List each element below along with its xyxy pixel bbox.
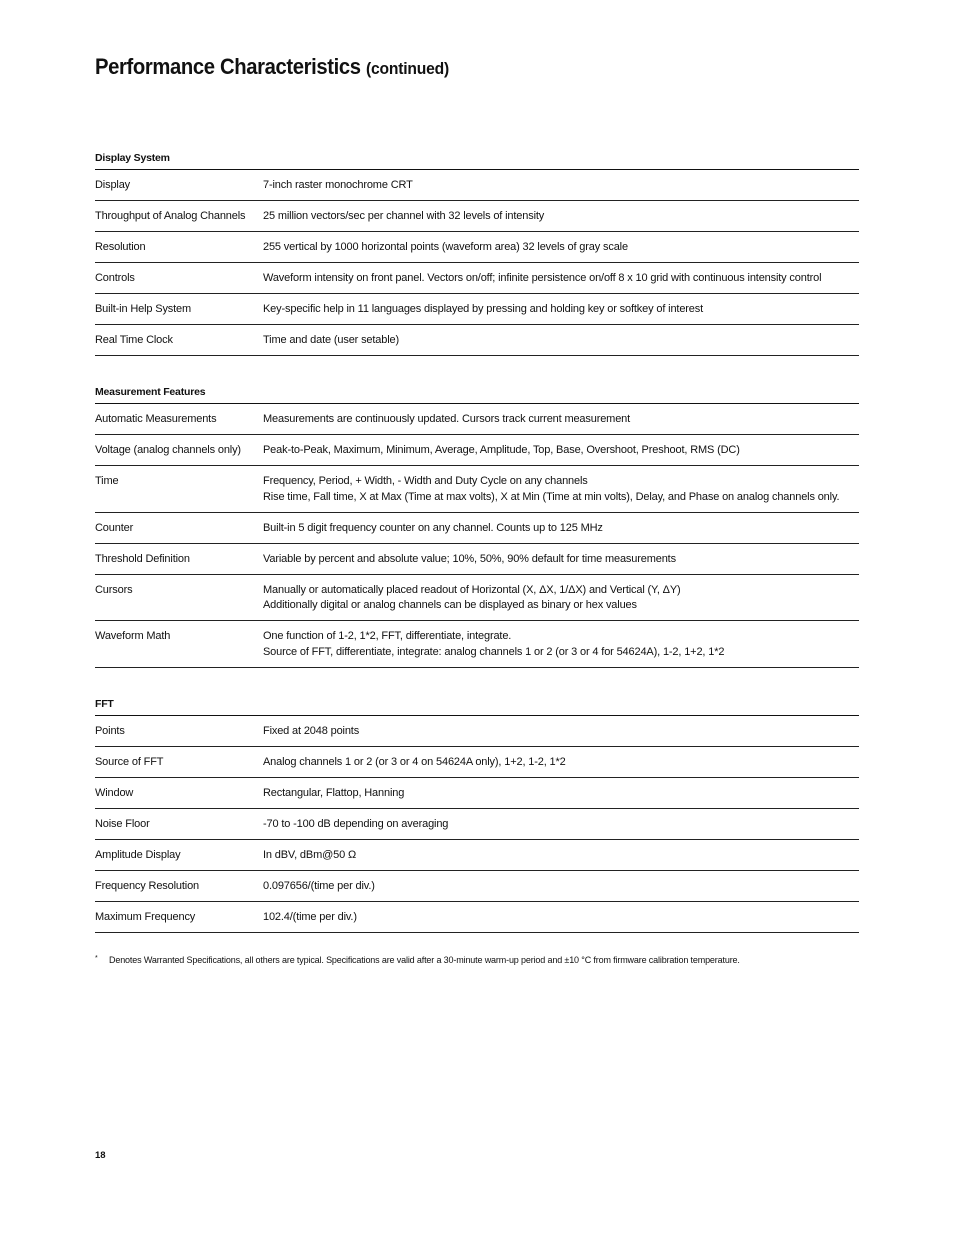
page-number: 18 <box>95 1150 106 1161</box>
section-measurement-features <box>95 386 859 668</box>
table-row <box>95 263 859 294</box>
section-heading: Measurement Features <box>95 386 859 404</box>
row-value: 7-inch raster monochrome CRT <box>263 179 413 191</box>
row-value: Measurements are continuously updated. Cursors track current measurement <box>263 413 631 425</box>
table-row <box>95 747 859 778</box>
row-label: Real Time Clock <box>95 334 173 346</box>
page-title-main: Performance Characteristics <box>95 54 361 79</box>
table-row <box>95 809 859 840</box>
row-label: Voltage (analog channels only) <box>95 444 241 456</box>
row-value: Rectangular, Flattop, Hanning <box>263 787 405 799</box>
row-value: 255 vertical by 1000 horizontal points (waveform area) 32 levels of gray scale <box>263 241 628 253</box>
row-label: Noise Floor <box>95 818 150 830</box>
table-row <box>95 902 859 933</box>
table-row <box>95 170 859 201</box>
section-heading: Display System <box>95 152 859 170</box>
table-row <box>95 466 859 513</box>
row-label: Threshold Definition <box>95 552 190 565</box>
row-label: Points <box>95 725 125 737</box>
row-label: Maximum Frequency <box>95 911 196 923</box>
table-row <box>95 513 859 544</box>
table-row <box>95 716 859 747</box>
row-value: Built-in 5 digit frequency counter on any channel. Counts up to 125 MHz <box>263 521 603 534</box>
row-label: Amplitude Display <box>95 849 181 861</box>
section-heading: FFT <box>95 698 859 716</box>
footnote-text: Denotes Warranted Specifications, all others are typical. Specifications are valid after a 30-minute warm-up period and ±10 °C from firmware calibration temperature. <box>109 955 740 965</box>
row-value: Frequency, Period, + Width, - Width and Duty Cycle on any channels Rise time, Fall time, X at Max (Time at max volts), X at Min (Time at min volts), Delay, and Phase on analog channels only. <box>263 475 840 503</box>
row-value: Peak-to-Peak, Maximum, Minimum, Average, Amplitude, Top, Base, Overshoot, Preshoot, RMS (DC) <box>263 444 740 456</box>
page-title-sub: (continued) <box>365 59 450 78</box>
footnote <box>95 955 740 965</box>
table-row <box>95 201 859 232</box>
row-label: Throughput of Analog Channels <box>95 210 246 222</box>
row-value: 102.4/(time per div.) <box>263 911 357 923</box>
table-row <box>95 621 859 668</box>
row-value: Waveform intensity on front panel. Vectors on/off; infinite persistence on/off 8 x 10 grid with continuous intensity control <box>263 272 822 284</box>
row-label: Counter <box>95 521 134 534</box>
row-label: Built-in Help System <box>95 303 192 315</box>
row-value: -70 to -100 dB depending on averaging <box>263 818 449 830</box>
row-label: Automatic Measurements <box>95 413 217 425</box>
row-value: Manually or automatically placed readout of Horizontal (X, ΔX, 1/ΔX) and Vertical (Y, ΔY) Additionally digital or analog channels can be displayed as binary or hex values <box>263 583 681 611</box>
footnote-mark: * <box>95 955 98 962</box>
table-row <box>95 325 859 356</box>
row-value: Time and date (user setable) <box>263 334 400 346</box>
page-title <box>95 52 449 84</box>
table-row <box>95 294 859 325</box>
section-display-system <box>95 152 859 356</box>
table-row <box>95 575 859 622</box>
row-value: 0.097656/(time per div.) <box>263 880 375 892</box>
row-value: Fixed at 2048 points <box>263 725 360 737</box>
row-label: Time <box>95 475 119 487</box>
row-label: Resolution <box>95 241 146 253</box>
row-value: One function of 1-2, 1*2, FFT, differentiate, integrate. Source of FFT, differentiate, integrate: analog channels 1 or 2 (or 3 or 4 for 54624A), 1-2, 1+2, 1*2 <box>263 630 725 658</box>
row-value: Variable by percent and absolute value; 10%, 50%, 90% default for time measurements <box>263 552 676 565</box>
section-fft <box>95 698 859 933</box>
row-label: Controls <box>95 272 135 284</box>
row-label: Display <box>95 179 131 191</box>
table-row <box>95 544 859 575</box>
row-label: Waveform Math <box>95 630 171 642</box>
table-row <box>95 232 859 263</box>
table-row <box>95 404 859 435</box>
row-value: In dBV, dBm@50 Ω <box>263 849 357 861</box>
row-label: Source of FFT <box>95 756 164 768</box>
table-row <box>95 840 859 871</box>
row-label: Cursors <box>95 583 133 596</box>
row-value: 25 million vectors/sec per channel with 32 levels of intensity <box>263 210 545 222</box>
row-value: Key-specific help in 11 languages displayed by pressing and holding key or softkey of interest <box>263 303 704 315</box>
table-row <box>95 778 859 809</box>
table-row <box>95 435 859 466</box>
row-value: Analog channels 1 or 2 (or 3 or 4 on 54624A only), 1+2, 1-2, 1*2 <box>263 756 566 768</box>
row-label: Frequency Resolution <box>95 880 200 892</box>
table-row <box>95 871 859 902</box>
row-label: Window <box>95 787 134 799</box>
